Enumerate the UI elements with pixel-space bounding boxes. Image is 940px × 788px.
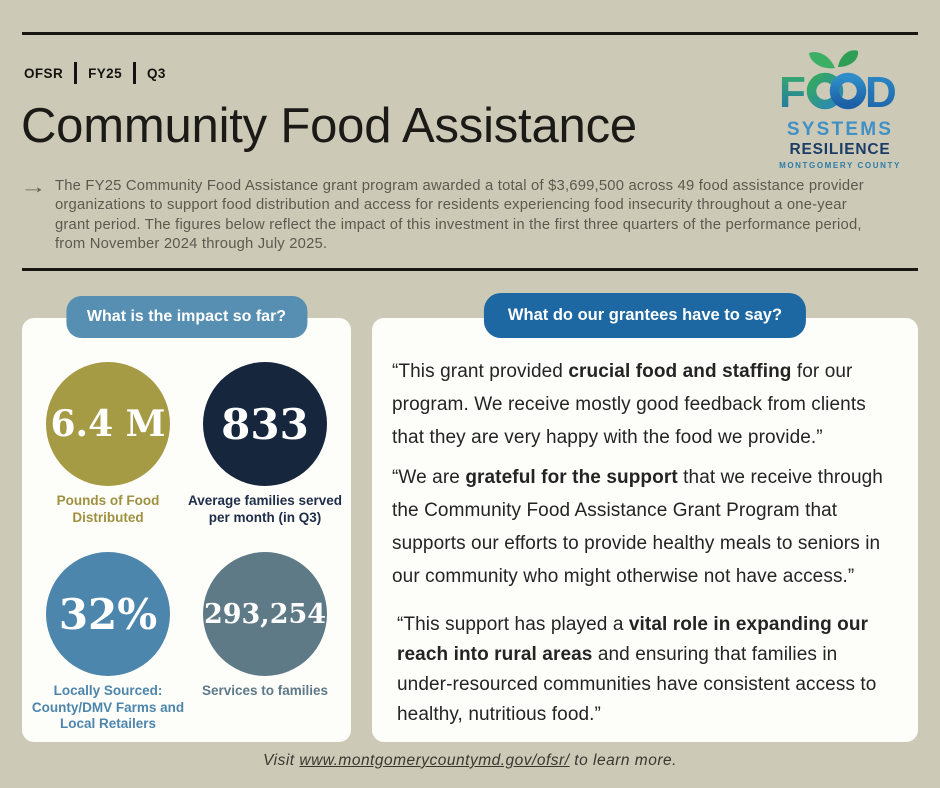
grantee-quote: “This support has played a vital role in expanding our reach into rural areas and ensuring that families in under-resourced communities have consistent access to healthy, nutritious food.” <box>397 614 877 725</box>
divider-bar <box>74 62 77 84</box>
stat-locally-sourced <box>26 552 190 733</box>
stat-pounds-distributed <box>26 362 190 526</box>
footer-note <box>0 752 940 770</box>
impact-header-badge: What is the impact so far? <box>66 296 307 338</box>
divider-bar <box>133 62 136 84</box>
intro-paragraph: The FY25 Community Food Assistance grant program awarded a total of $3,699,500 across 49 food assistance provider organizations to support food distribution and access for residents experiencing food insecurity throughout a one-year grant period. The figures below reflect the impact of this investment in the first three quarters of the performance period, from November 2024 through July 2025. <box>55 178 864 252</box>
footer-prefix: Visit <box>263 752 300 769</box>
logo-systems-text: SYSTEMS <box>786 119 894 140</box>
food-systems-resilience-logo <box>779 50 901 170</box>
arrow-right-icon: → <box>20 177 47 198</box>
org-label: OFSR <box>24 65 64 81</box>
stat-label: Services to families <box>201 683 329 698</box>
fiscal-year-label: FY25 <box>88 65 122 81</box>
breadcrumb <box>24 62 166 84</box>
grantee-quote: “We are grateful for the support that we receive through the Community Food Assistance Grant Program that supports our efforts to provide healthy meals to seniors in our community who might otherwise not have access.” <box>392 467 883 587</box>
logo-county-text: MONTGOMERY COUNTY <box>779 160 901 170</box>
stat-label: Locally Sourced: County/DMV Farms and Local Retailers <box>31 683 185 731</box>
stat-label: Pounds of Food Distributed <box>56 493 160 525</box>
grantees-panel <box>372 293 918 742</box>
logo-letter-d: D <box>865 68 897 114</box>
food-wordmark-icon <box>779 50 901 114</box>
leaf-icon <box>838 50 858 67</box>
grantee-quote: “This grant provided crucial food and staffing for our program. We receive mostly good feedback from clients that they are very happy with the food we provide.” <box>392 361 866 448</box>
stat-value-circle: 293,254 <box>203 552 327 676</box>
page-title: Community Food Assistance <box>21 99 637 153</box>
stat-value-circle: 833 <box>203 362 327 486</box>
logo-letter-f: F <box>779 68 806 114</box>
stat-value-circle: 6.4 M <box>46 362 170 486</box>
quarter-label: Q3 <box>146 65 166 81</box>
footer-link[interactable]: www.montgomerycountymd.gov/ofsr/ <box>299 752 570 769</box>
stat-value-circle: 32% <box>46 552 170 676</box>
stat-services-to-families <box>183 552 347 700</box>
footer-suffix: to learn more. <box>569 752 677 769</box>
impact-panel <box>22 296 351 742</box>
leaf-icon <box>809 52 835 68</box>
logo-ring-o-icon <box>835 78 862 105</box>
mid-divider <box>22 268 918 271</box>
grantees-card <box>372 318 918 742</box>
grantees-header-badge: What do our grantees have to say? <box>484 293 806 338</box>
stat-label: Average families served per month (in Q3) <box>187 493 343 525</box>
logo-resilience-text: RESILIENCE <box>789 141 891 158</box>
stat-families-served <box>183 362 347 526</box>
intro-section <box>20 177 900 254</box>
top-divider <box>22 32 918 35</box>
